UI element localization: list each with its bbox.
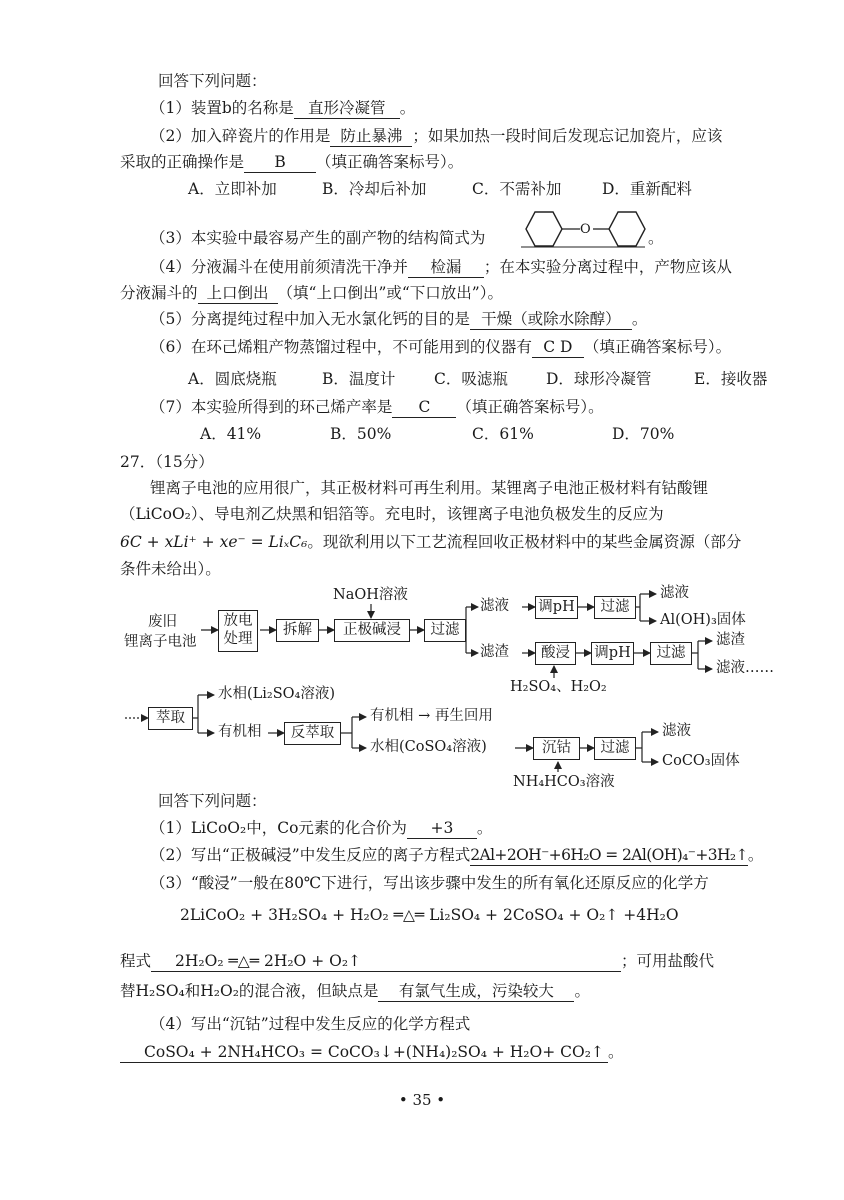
- q26-p4-mid: ；在本实验分离过程中，产物应该从: [483, 258, 732, 276]
- flow-box-alkali-leach: 正极碱浸: [334, 619, 410, 642]
- q26-p3-end: 。: [648, 229, 664, 247]
- q27-part4-line1: （4）写出“沉钴”过程中发生反应的化学方程式: [150, 1015, 471, 1033]
- flow-box-discharge: [218, 610, 258, 652]
- flow-coco3-solid: CoCO₃固体: [662, 753, 740, 769]
- flow-acid-reagents: H₂SO₄、H₂O₂: [510, 679, 607, 695]
- flow-organic-recycle: 有机相 → 再生回用: [370, 708, 493, 724]
- q26-p2-line2-prompt: 采取的正确操作是: [120, 153, 245, 171]
- q27-part3-line2: [120, 950, 714, 972]
- q26-part3: [150, 227, 485, 249]
- flow-box-extraction: 萃取: [148, 707, 193, 730]
- q27-a4-end: 。: [608, 1043, 624, 1061]
- q26-p1-answer: 直形冷凝管: [294, 99, 400, 119]
- option-c: C．61%: [472, 425, 534, 443]
- flow-box-filter-4: 过滤: [594, 737, 636, 760]
- q27-a3-line2-end: ；可用盐酸代: [621, 952, 715, 970]
- option-a: A．41%: [200, 425, 262, 443]
- q27-intro-line1: 锂离子电池的应用很广，其正极材料可再生利用。某锂离子电池正极材料有钴酸锂: [150, 479, 709, 497]
- q27-part2: [150, 844, 763, 866]
- option-c: C．吸滤瓶: [434, 370, 508, 388]
- q27-a2-prompt: （2）写出“正极碱浸”中发生反应的离子方程式: [150, 846, 471, 864]
- q26-part4-line1: [150, 256, 732, 278]
- q26-p2-options: [188, 178, 692, 200]
- flow-filtrate-continue: 滤液……: [716, 660, 774, 676]
- q27-header: 27．（15分）: [120, 453, 214, 471]
- q27-a2-answer: 2Al+2OH⁻+6H₂O = 2Al(OH)₄⁻+3H₂↑: [470, 846, 748, 864]
- option-b: B．冷却后补加: [322, 180, 427, 198]
- flow-discharge-line1: 放电: [223, 613, 253, 629]
- flow-box-cobalt-precipitation: 沉钴: [533, 737, 580, 760]
- q27-part1: [150, 817, 492, 839]
- page-number: • 35 •: [398, 1091, 446, 1109]
- q27-a3-equation1: 2LiCoO₂ + 3H₂SO₄ + H₂O₂ ═△═ Li₂SO₄ + 2CoSO₄ + O₂↑ +4H₂O: [180, 906, 679, 924]
- q26-p3-prompt: （3）本实验中最容易产生的副产物的结构简式为: [150, 229, 486, 247]
- flow-box-filter-3: 过滤: [650, 642, 692, 665]
- q27-a3-equation2: 2H₂O₂ ═△═ 2H₂O + O₂↑: [151, 952, 621, 972]
- q26-p7-options: [200, 423, 674, 445]
- q26-p6-options: [188, 368, 767, 390]
- flow-organic-phase: 有机相: [218, 724, 262, 740]
- flow-discharge-line2: 处理: [223, 631, 253, 647]
- q26-p6-end: （填正确答案标号）。: [583, 338, 732, 356]
- flow-filtrate-3: 滤液: [662, 723, 691, 739]
- flow-waste-battery-line1: 废旧: [148, 614, 177, 630]
- q26-p2-answer2: B: [244, 153, 316, 173]
- option-d: D．70%: [612, 425, 675, 443]
- flow-box-adjust-ph-1: 调pH: [535, 596, 578, 619]
- q27-a3-line3-end: 。: [574, 982, 590, 1000]
- flow-aqueous-coso4: 水相(CoSO₄溶液): [370, 739, 487, 755]
- q26-p7-prompt: （7）本实验所得到的环己烯产率是: [150, 398, 393, 416]
- option-b: B．50%: [330, 425, 392, 443]
- q27-part3-line3: [120, 980, 590, 1002]
- option-e: E．接收器: [694, 370, 768, 388]
- q26-intro: 回答下列问题：: [158, 72, 267, 90]
- q26-p4-prompt: （4）分液漏斗在使用前须清洗干净并: [150, 258, 408, 276]
- cyclohexane-ring-left: [526, 212, 562, 246]
- flow-residue-1: 滤渣: [480, 644, 509, 660]
- flow-box-disassemble: 拆解: [276, 619, 319, 642]
- q27-a3-answer2: 有氯气生成，污染较大: [378, 982, 574, 1002]
- flow-box-acid-leach: 酸浸: [535, 642, 576, 665]
- q26-part7: [150, 396, 604, 418]
- flow-nh4hco3-label: NH₄HCO₃溶液: [513, 774, 615, 790]
- flow-filtrate-1: 滤液: [480, 598, 509, 614]
- q26-p6-prompt: （6）在环己烯粗产物蒸馏过程中，不可能用到的仪器有: [150, 338, 532, 356]
- q27-a1-prompt: （1）LiCoO₂中，Co元素的化合价为: [150, 819, 407, 837]
- q27-intro-line4: 条件未给出）。: [120, 560, 221, 578]
- q27-a2-end: 。: [747, 846, 764, 864]
- flow-aloh3-solid: Al(OH)₃固体: [660, 612, 746, 628]
- ether-oxygen-label: O: [580, 222, 591, 237]
- flow-box-filter-1: 过滤: [424, 619, 466, 642]
- q26-part2-line1: [150, 125, 722, 147]
- q26-part5: [150, 308, 647, 330]
- q26-p1-prompt: （1）装置b的名称是: [150, 99, 294, 117]
- q27-intro-line3: [120, 531, 741, 553]
- option-d: D．重新配料: [602, 180, 692, 198]
- q26-p7-answer: C: [392, 398, 456, 418]
- q27-anode-equation: 6C + xLi⁺ + xe⁻ = LiₓC₆: [120, 533, 308, 551]
- q26-p5-end: 。: [631, 310, 648, 328]
- flow-aqueous-li2so4: 水相(Li₂SO₄溶液): [218, 686, 336, 702]
- option-d: D．球形冷凝管: [546, 370, 652, 388]
- q26-p6-answer: C D: [532, 338, 584, 358]
- q26-p4-answer1: 检漏: [408, 258, 484, 278]
- q26-p2-answer1: 防止暴沸: [330, 127, 412, 147]
- q26-p1-end: 。: [399, 99, 416, 117]
- q26-p2-line2-end: （填正确答案标号）。: [316, 153, 464, 171]
- flow-box-back-extraction: 反萃取: [284, 722, 341, 745]
- flow-box-adjust-ph-2: 调pH: [591, 642, 634, 665]
- q27-a1-end: 。: [476, 819, 493, 837]
- q26-part6: [150, 336, 731, 358]
- q26-p4-line2-end: （填“上口倒出”或“下口放出”）。: [277, 284, 503, 302]
- q26-p5-prompt: （5）分离提纯过程中加入无水氯化钙的目的是: [150, 310, 470, 328]
- q26-p7-end: （填正确答案标号）。: [456, 398, 604, 416]
- q26-p4-answer2: 上口倒出: [198, 284, 278, 304]
- q26-part2-line2: [120, 151, 463, 173]
- q27-a4-answer: CoSO₄ + 2NH₄HCO₃ = CoCO₃↓+(NH₄)₂SO₄ + H₂O+ CO₂↑: [120, 1043, 608, 1063]
- q27-a3-line3-prompt: 替H₂SO₄和H₂O₂的混合液，但缺点是: [120, 982, 379, 1000]
- q27-a3-line2-prompt: 程式: [120, 952, 152, 970]
- cyclohexane-ring-right: [609, 212, 645, 246]
- q26-p4-line2-prompt: 分液漏斗的: [120, 284, 198, 302]
- q26-p5-answer: 干燥（或除水除醇）: [470, 310, 632, 330]
- option-c: C．不需补加: [472, 180, 562, 198]
- flow-naoh-label: NaOH溶液: [333, 587, 408, 603]
- q26-part4-line2: [120, 282, 503, 304]
- flow-waste-battery-line2: 锂离子电池: [124, 634, 197, 650]
- flow-residue-2: 滤渣: [716, 632, 745, 648]
- q26-p2-prompt: （2）加入碎瓷片的作用是: [150, 127, 331, 145]
- q27-intro-line2: （LiCoO₂）、导电剂乙炔黑和铝箔等。充电时，该锂离子电池负极发生的反应为: [120, 505, 664, 523]
- q26-part1: [150, 97, 415, 119]
- q27-a1-answer: +3: [407, 819, 477, 839]
- option-b: B．温度计: [322, 370, 396, 388]
- q26-p2-mid: ；如果加热一段时间后发现忘记加瓷片，应该: [412, 127, 723, 145]
- q27-intro-line3-text: 。现欲利用以下工艺流程回收正极材料中的某些金属资源（部分: [307, 533, 742, 551]
- flow-box-filter-2: 过滤: [594, 596, 636, 619]
- flow-filtrate-2: 滤液: [660, 585, 689, 601]
- q27-answer-intro: 回答下列问题：: [158, 792, 267, 810]
- q27-part4-line2: [120, 1041, 624, 1063]
- option-a: A．圆底烧瓶: [188, 370, 277, 388]
- q27-part3-line1: （3）“酸浸”一般在80℃下进行，写出该步骤中发生的所有氧化还原反应的化学方: [150, 874, 709, 892]
- option-a: A．立即补加: [188, 180, 277, 198]
